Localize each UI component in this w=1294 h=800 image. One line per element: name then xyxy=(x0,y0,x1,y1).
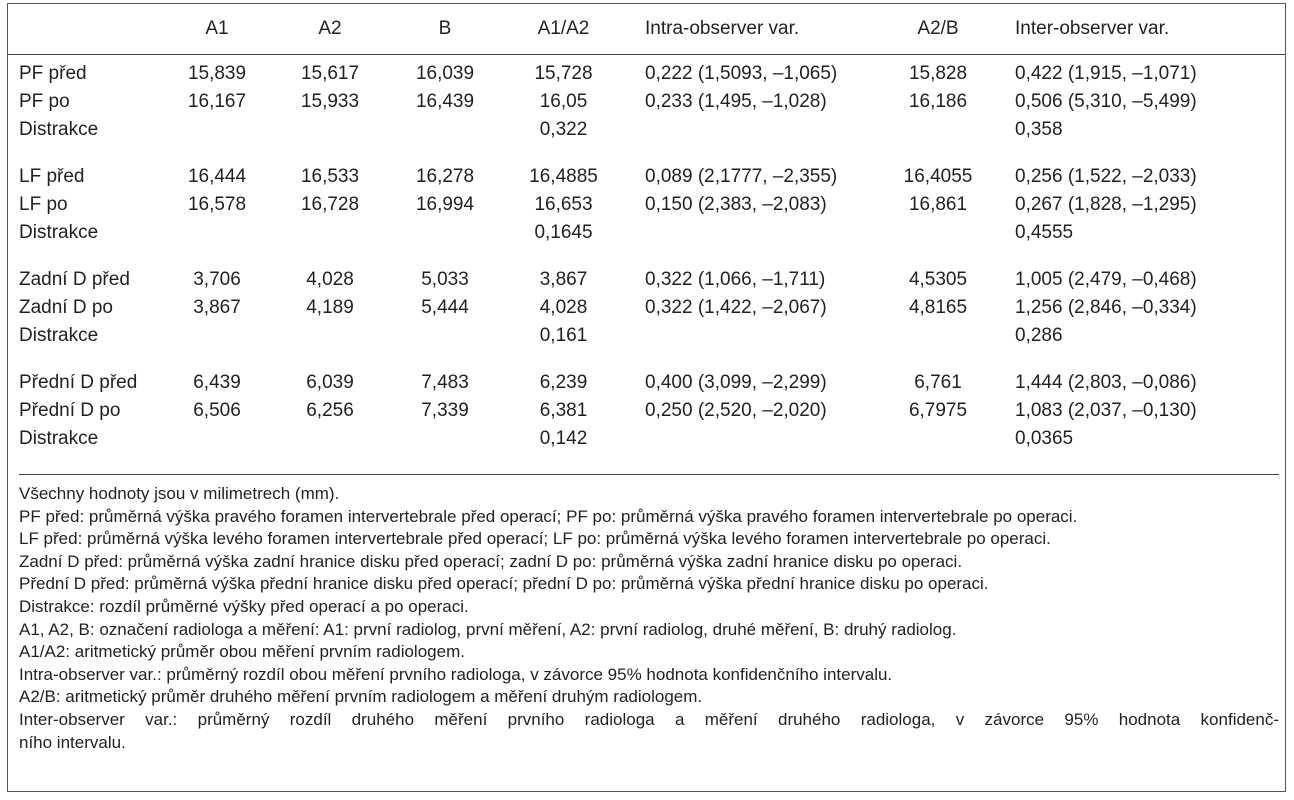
cell-a2-b: 16,4055 xyxy=(903,166,973,187)
cell-intra-observer: 0,250 (2,520, –2,020) xyxy=(645,400,827,421)
footnote-line: A1, A2, B: označení radiologa a měření: A1: první radiolog, první měření, A2: první radiolog, druhé měření, B: druhý radiolog. xyxy=(19,619,957,639)
cell-a2 xyxy=(276,219,384,247)
cell-a2-b: 6,7975 xyxy=(908,400,968,421)
cell-a2: 16,728 xyxy=(300,194,360,215)
cell-inter-observer: 1,083 (2,037, –0,130) xyxy=(1015,400,1197,421)
cell-a1-a2: 16,653 xyxy=(534,194,593,215)
header-a1-a2: A1/A2 xyxy=(506,4,621,55)
group-spacer xyxy=(8,247,1285,266)
cell-b: 16,039 xyxy=(415,63,475,84)
cell-intra-observer: 0,322 (1,066, –1,711) xyxy=(645,269,826,290)
cell-a1: 15,839 xyxy=(187,63,247,84)
cell-inter-observer: 1,005 (2,479, –0,468) xyxy=(1015,269,1197,290)
table-row xyxy=(8,425,1285,453)
cell-a1: 6,439 xyxy=(193,372,241,393)
cell-a1-a2: 4,028 xyxy=(539,297,588,318)
row-label: PF po xyxy=(19,91,70,112)
cell-intra-observer xyxy=(621,219,873,247)
cell-a1-a2: 6,381 xyxy=(539,400,588,421)
table-row xyxy=(8,163,1285,191)
cell-a2 xyxy=(276,425,384,453)
row-label: Distrakce xyxy=(19,428,99,449)
cell-a1-a2: 6,239 xyxy=(539,372,588,393)
cell-a2-b: 4,8165 xyxy=(908,297,968,318)
cell-inter-observer: 1,256 (2,846, –0,334) xyxy=(1015,297,1197,318)
header-intra-observer: Intra-observer var. xyxy=(621,4,873,55)
header-a1: A1 xyxy=(158,4,276,55)
table-row xyxy=(8,219,1285,247)
row-label: PF před xyxy=(19,63,87,84)
cell-intra-observer: 0,150 (2,383, –2,083) xyxy=(645,194,827,215)
header-row xyxy=(8,4,1285,55)
table-footnotes xyxy=(19,474,1279,754)
cell-a1: 6,506 xyxy=(193,400,241,421)
footnote-line: Všechny hodnoty jsou v milimetrech (mm). xyxy=(19,484,340,503)
cell-inter-observer: 0,286 xyxy=(1015,325,1063,346)
cell-intra-observer xyxy=(621,322,873,350)
header-b: B xyxy=(384,4,506,55)
cell-a2-b: 4,5305 xyxy=(908,269,968,290)
cell-b: 16,994 xyxy=(415,194,475,215)
table-row xyxy=(8,266,1285,294)
table-row xyxy=(8,116,1285,144)
cell-b: 5,444 xyxy=(421,297,469,318)
cell-a2: 6,039 xyxy=(306,372,354,393)
row-label: LF před xyxy=(19,166,85,187)
row-label: Zadní D po xyxy=(19,297,113,318)
cell-inter-observer: 0,506 (5,310, –5,499) xyxy=(1015,91,1197,112)
cell-a2: 6,256 xyxy=(306,400,354,421)
footnote-line: A2/B: aritmetický průměr druhého měření prvním radiologem a měření druhým radiologem. xyxy=(19,687,703,707)
cell-inter-observer: 0,0365 xyxy=(1015,428,1074,449)
cell-b xyxy=(384,425,506,453)
footnote-line: Inter-observer var.: průměrný rozdíl druhého měření prvního radiologa a měření druhého radiologa, v závorce 95% hodnota konfidenč- xyxy=(19,709,1279,729)
cell-a1-a2: 16,05 xyxy=(539,91,588,112)
header-label xyxy=(8,4,158,55)
footnote-line: LF před: průměrná výška levého foramen intervertebrale před operací; LF po: průměrná výška levého foramen intervertebrale po operaci. xyxy=(19,529,1051,549)
cell-a1-a2: 0,161 xyxy=(539,325,588,346)
cell-b: 16,439 xyxy=(415,91,475,112)
row-label: Přední D po xyxy=(19,400,121,421)
cell-a2-b xyxy=(873,116,1003,144)
footnote-line: A1/A2: aritmetický průměr obou měření prvním radiologem. xyxy=(19,642,465,662)
cell-inter-observer: 0,358 xyxy=(1015,119,1063,140)
cell-a2: 4,028 xyxy=(306,269,354,290)
cell-a1 xyxy=(158,219,276,247)
cell-a2: 15,617 xyxy=(300,63,360,84)
cell-a1-a2: 15,728 xyxy=(534,63,593,84)
cell-b: 5,033 xyxy=(421,269,469,290)
cell-a2-b xyxy=(873,425,1003,453)
header-inter-observer: Inter-observer var. xyxy=(1003,4,1285,55)
cell-a1-a2: 0,1645 xyxy=(534,222,593,243)
group-spacer xyxy=(8,144,1285,163)
cell-inter-observer: 0,256 (1,522, –2,033) xyxy=(1015,166,1197,187)
cell-b: 16,278 xyxy=(415,166,475,187)
cell-a1: 3,706 xyxy=(193,269,241,290)
cell-intra-observer: 0,400 (3,099, –2,299) xyxy=(645,372,827,393)
cell-a1: 16,167 xyxy=(187,91,247,112)
cell-inter-observer: 1,444 (2,803, –0,086) xyxy=(1015,372,1197,393)
table-row xyxy=(8,294,1285,322)
cell-intra-observer: 0,322 (1,422, –2,067) xyxy=(645,297,827,318)
table-row xyxy=(8,88,1285,116)
table-row xyxy=(8,191,1285,219)
cell-a1-a2: 0,142 xyxy=(539,428,588,449)
cell-b: 7,339 xyxy=(421,400,469,421)
footnote-line: ního intervalu. xyxy=(19,732,126,752)
cell-intra-observer: 0,222 (1,5093, –1,065) xyxy=(645,63,838,84)
table-row xyxy=(8,55,1285,89)
table-body xyxy=(8,55,1285,454)
table-row xyxy=(8,322,1285,350)
footnote-line: Distrakce: rozdíl průměrné výšky před operací a po operaci. xyxy=(19,596,469,616)
cell-b xyxy=(384,116,506,144)
cell-a2-b: 15,828 xyxy=(908,63,968,84)
header-a2: A2 xyxy=(276,4,384,55)
cell-a2-b: 6,761 xyxy=(914,372,962,393)
cell-a2: 4,189 xyxy=(306,297,354,318)
cell-a1: 3,867 xyxy=(193,297,241,318)
cell-inter-observer: 0,4555 xyxy=(1015,222,1074,243)
cell-inter-observer: 0,267 (1,828, –1,295) xyxy=(1015,194,1197,215)
table-row xyxy=(8,397,1285,425)
cell-intra-observer: 0,089 (2,1777, –2,355) xyxy=(645,166,838,187)
table-row xyxy=(8,369,1285,397)
cell-a2-b: 16,186 xyxy=(908,91,968,112)
cell-intra-observer: 0,233 (1,495, –1,028) xyxy=(645,91,827,112)
header-a2-b: A2/B xyxy=(873,4,1003,55)
row-label: Distrakce xyxy=(19,222,99,243)
row-label: Distrakce xyxy=(19,119,99,140)
cell-a1 xyxy=(158,425,276,453)
cell-b xyxy=(384,219,506,247)
row-label: Zadní D před xyxy=(19,269,130,290)
cell-a2: 16,533 xyxy=(300,166,360,187)
cell-inter-observer: 0,422 (1,915, –1,071) xyxy=(1015,63,1197,84)
cell-b xyxy=(384,322,506,350)
cell-a1-a2: 16,4885 xyxy=(529,166,598,187)
cell-a2-b: 16,861 xyxy=(908,194,968,215)
cell-a2 xyxy=(276,322,384,350)
cell-b: 7,483 xyxy=(421,372,469,393)
row-label: LF po xyxy=(19,194,68,215)
cell-a1: 16,444 xyxy=(187,166,247,187)
cell-intra-observer xyxy=(621,116,873,144)
cell-a1-a2: 3,867 xyxy=(539,269,588,290)
table-frame xyxy=(7,3,1286,792)
cell-a1 xyxy=(158,322,276,350)
cell-a2-b xyxy=(873,322,1003,350)
footnote-line: Intra-observer var.: průměrný rozdíl obou měření prvního radiologa, v závorce 95% hodnota konfidenčního intervalu. xyxy=(19,664,893,684)
row-label: Distrakce xyxy=(19,325,99,346)
footnote-line: PF před: průměrná výška pravého foramen intervertebrale před operací; PF po: průměrná výška pravého foramen intervertebrale po operaci. xyxy=(19,506,1078,526)
row-label: Přední D před xyxy=(19,372,138,393)
cell-a1 xyxy=(158,116,276,144)
group-spacer xyxy=(8,350,1285,369)
measurement-table xyxy=(8,4,1285,453)
cell-a1: 16,578 xyxy=(187,194,247,215)
cell-a2 xyxy=(276,116,384,144)
cell-intra-observer xyxy=(621,425,873,453)
cell-a2: 15,933 xyxy=(300,91,360,112)
cell-a1-a2: 0,322 xyxy=(539,119,588,140)
footnote-line: Přední D před: průměrná výška přední hranice disku před operací; přední D po: průměrná výška přední hranice disku po operaci. xyxy=(19,574,989,594)
cell-a2-b xyxy=(873,219,1003,247)
footnote-line: Zadní D před: průměrná výška zadní hranice disku před operací; zadní D po: průměrná výška zadní hranice disku po operaci. xyxy=(19,551,963,571)
